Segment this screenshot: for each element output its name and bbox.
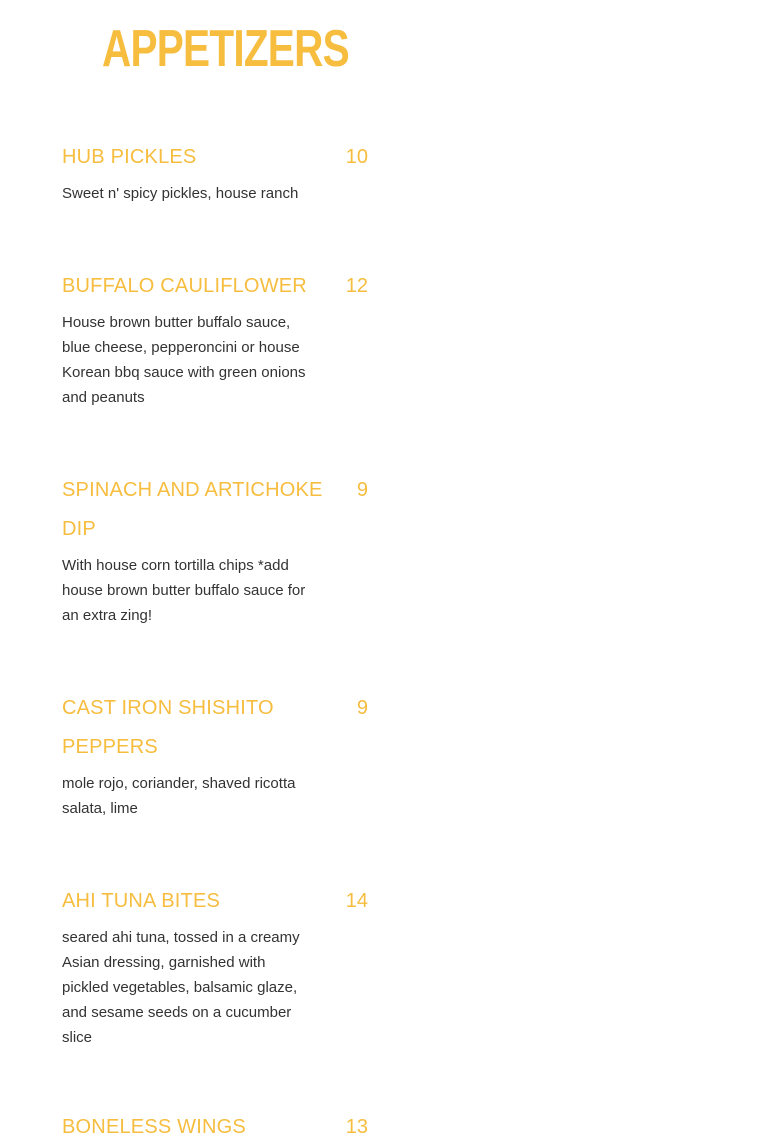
- item-header: [62, 689, 368, 767]
- item-price: 9: [356, 697, 368, 719]
- item-description: mole rojo, coriander, shaved ricotta salata, lime: [62, 775, 296, 817]
- item-price: 14: [345, 890, 368, 912]
- section-title: APPETIZERS: [102, 20, 349, 78]
- item-header: [62, 1108, 368, 1147]
- item-header: [62, 267, 368, 306]
- item-name: HUB PICKLES: [62, 146, 197, 168]
- item-name: AHI TUNA BITES: [62, 890, 221, 912]
- item-price: 10: [345, 146, 368, 168]
- item-description: Sweet n' spicy pickles, house ranch: [62, 185, 299, 202]
- item-description: With house corn tortilla chips *add house brown butter buffalo sauce for an extra zing!: [62, 557, 306, 624]
- menu-item-ahi-tuna-bites: [62, 882, 368, 1050]
- menu-item-spinach-artichoke-dip: [62, 471, 368, 628]
- menu-item-boneless-wings: [62, 1108, 368, 1147]
- item-price: 12: [345, 275, 368, 297]
- item-name: BONELESS WINGS: [62, 1116, 246, 1138]
- menu-item-buffalo-cauliflower: [62, 267, 368, 410]
- item-price: 13: [345, 1116, 368, 1138]
- menu-item-cast-iron-shishito-peppers: [62, 689, 368, 821]
- item-header: [62, 471, 368, 549]
- item-description: House brown butter buffalo sauce, blue cheese, pepperoncini or house Korean bbq sauce with green onions and peanuts: [62, 314, 306, 406]
- menu-item-hub-pickles: [62, 138, 368, 206]
- item-price: 9: [356, 479, 368, 501]
- item-header: [62, 882, 368, 921]
- item-description: seared ahi tuna, tossed in a creamy Asian dressing, garnished with pickled vegetables, balsamic glaze, and sesame seeds on a cucumber slice: [62, 929, 300, 1046]
- item-name: SPINACH AND ARTICHOKE DIP: [62, 479, 323, 540]
- item-name: CAST IRON SHISHITO PEPPERS: [62, 697, 274, 758]
- item-name: BUFFALO CAULIFLOWER: [62, 275, 307, 297]
- item-header: [62, 138, 368, 177]
